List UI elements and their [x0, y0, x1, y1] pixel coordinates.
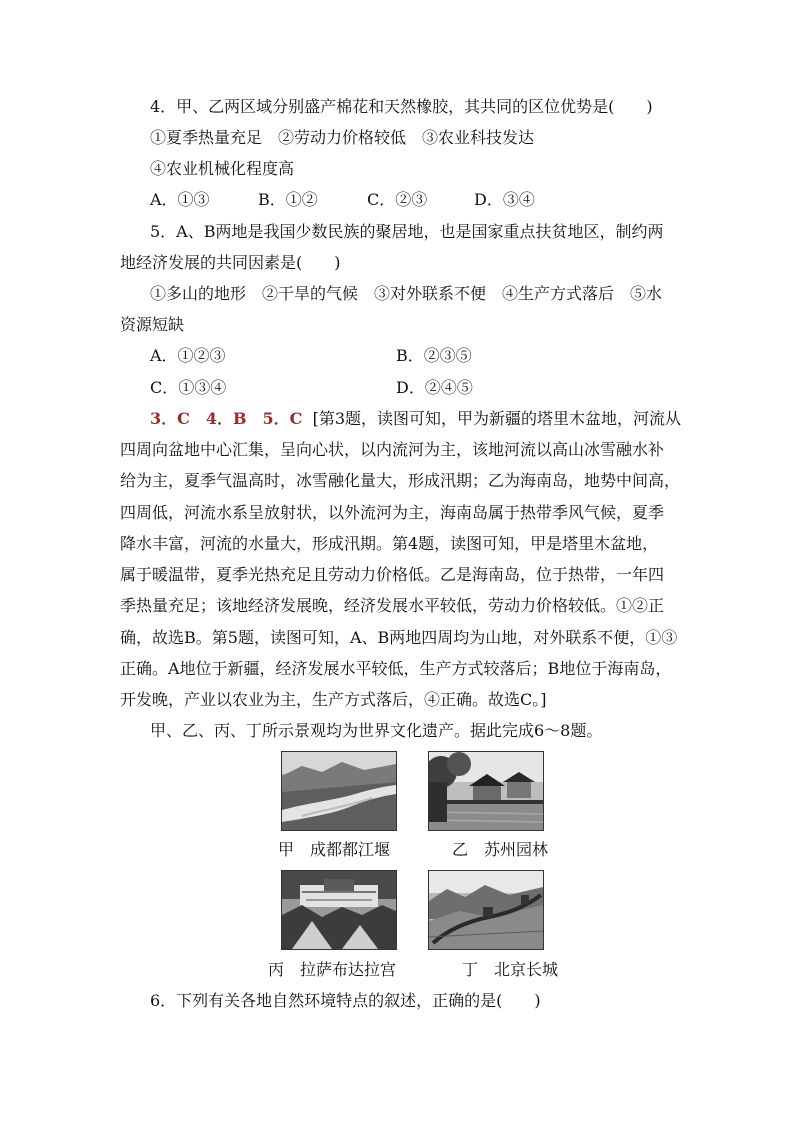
- q4-items-line2: ④农业机械化程度高: [150, 159, 295, 178]
- q4-option-a: A．①③: [150, 190, 210, 209]
- photo-dujiangyan: [281, 751, 397, 831]
- answer-line-3: 给为主，夏季气温高时，冰雪融化量大，形成汛期；乙为海南岛，地势中间高，: [120, 471, 681, 490]
- photo-suzhou-garden: [428, 751, 544, 831]
- section-intro: 甲、乙、丙、丁所示景观均为世界文化遗产。据此完成6～8题。: [150, 721, 603, 740]
- q4-stem: 4．甲、乙两区域分别盛产棉花和天然橡胶，其共同的区位优势是( ): [150, 97, 653, 116]
- answer-keys: 3．C 4．B 5．C: [150, 409, 303, 428]
- answer-line-1: [150, 409, 681, 429]
- q4-option-c: C．②③: [367, 190, 428, 209]
- q5-stem-line2: 地经济发展的共同因素是( ): [120, 253, 341, 272]
- q4-items-line1: ①夏季热量充足 ②劳动力价格较低 ③农业科技发达: [150, 128, 535, 147]
- caption-ding: 丁 北京长城: [462, 960, 559, 979]
- answer-line-8: 确，故选B。第5题，读图可知，A、B两地四周均为山地，对外联系不便，①③: [120, 628, 678, 647]
- photo-potala-palace: [281, 870, 397, 950]
- answer-line-5: 降水丰富，河流的水量大，形成汛期。第4题，读图可知，甲是塔里木盆地，: [120, 534, 659, 553]
- q5-option-d: D．②④⑤: [396, 378, 473, 397]
- answer-text-1: [第3题，读图可知，甲为新疆的塔里木盆地，河流从: [312, 409, 682, 428]
- answer-line-10: 开发晚，产业以农业为主，生产方式落后，④正确。故选C。]: [120, 690, 547, 709]
- q5-items-line1: ①多山的地形 ②干旱的气候 ③对外联系不便 ④生产方式落后 ⑤水: [150, 284, 663, 303]
- answer-line-9: 正确。A地位于新疆，经济发展水平较低，生产方式较落后；B地位于海南岛，: [120, 659, 672, 678]
- answer-line-6: 属于暖温带，夏季光热充足且劳动力价格低。乙是海南岛，位于热带，一年四: [120, 565, 665, 584]
- q4-option-d: D．③④: [474, 190, 535, 209]
- q5-stem-line1: 5．A、B两地是我国少数民族的聚居地，也是国家重点扶贫地区，制约两: [150, 222, 664, 241]
- caption-yi: 乙 苏州园林: [452, 840, 549, 859]
- answer-line-4: 四周低，河流水系呈放射状，以外流河为主，海南岛属于热带季风气候，夏季: [120, 503, 665, 522]
- answer-line-7: 季热量充足；该地经济发展晚，经济发展水平较低，劳动力价格较低。①②正: [120, 596, 665, 615]
- photo-great-wall: [428, 870, 544, 950]
- q5-option-a: A．①②③: [150, 346, 226, 365]
- q6-stem: 6．下列有关各地自然环境特点的叙述，正确的是( ): [150, 991, 541, 1010]
- caption-jia: 甲 成都都江堰: [278, 840, 391, 859]
- q5-option-c: C．①③④: [150, 378, 227, 397]
- q4-option-b: B．①②: [258, 190, 318, 209]
- caption-bing: 丙 拉萨布达拉宫: [268, 960, 397, 979]
- answer-line-2: 四周向盆地中心汇集，呈向心状，以内流河为主，该地河流以高山冰雪融水补: [120, 440, 665, 459]
- q5-items-line2: 资源短缺: [120, 315, 185, 334]
- q5-option-b: B．②③⑤: [396, 346, 472, 365]
